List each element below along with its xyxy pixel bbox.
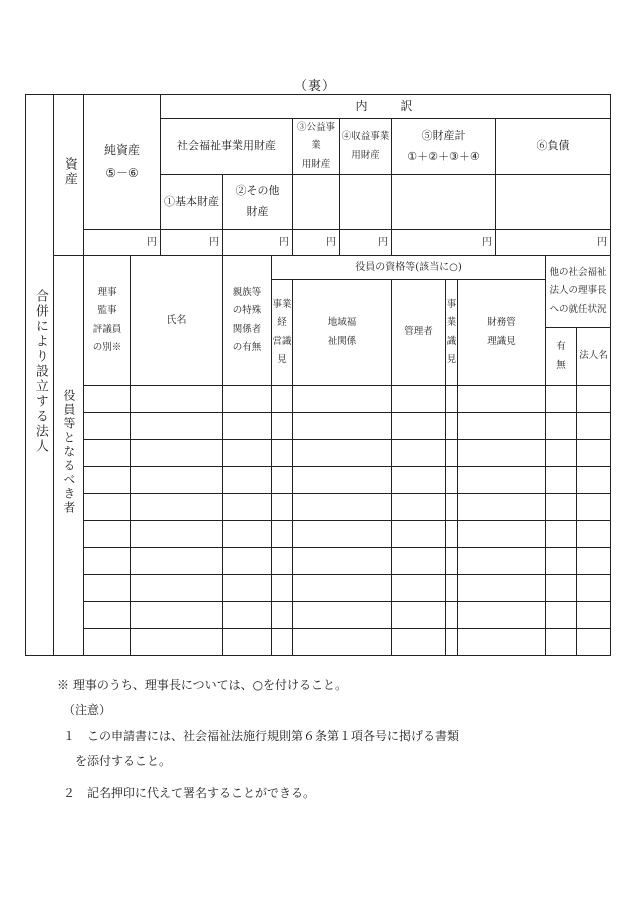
asterisk-note: ※ 理事のうち、理事長については、○を付けること。 (57, 678, 348, 692)
table-row (26, 602, 611, 629)
yen-revenue: 円 (340, 230, 392, 256)
table-row (26, 467, 611, 494)
breakdown-header: 内 訳 (161, 95, 611, 119)
public-interest-value (293, 175, 340, 230)
qualification-community-welfare: 地域福 祉関係 (293, 280, 392, 386)
other-corp-header: 他の社会福祉 法人の理事長 への就任状況 (546, 256, 611, 328)
merged-corp-label-cell (26, 95, 54, 656)
merged-corp-label: 合併により設立する法人 (32, 289, 48, 454)
qualification-header: 役員の資格等(該当に○) (272, 256, 546, 280)
caution-title: （注意） (63, 703, 112, 717)
table-row (26, 521, 611, 548)
table-row (26, 548, 611, 575)
officers-label-cell (54, 256, 84, 656)
yen-net-assets: 円 (84, 230, 161, 256)
note-item-1-line-2: を添付すること。 (75, 754, 172, 768)
social-welfare-property-header: 社会福祉事業用財産 (161, 119, 293, 175)
assets-label-cell (54, 95, 84, 256)
property-total-value (392, 175, 496, 230)
property-total-header: ⑤財産計 ①＋②＋③＋④ (392, 119, 496, 175)
net-assets-title: 純資産 (104, 143, 141, 158)
qualification-management: 事業経 営識見 (272, 280, 293, 386)
yen-basic: 円 (161, 230, 223, 256)
qualification-manager: 管理者 (392, 280, 446, 386)
revenue-property-header: ④収益事業 用財産 (340, 119, 392, 175)
qualification-business: 事業 識見 (446, 280, 458, 386)
table-row (26, 386, 611, 413)
table-row (26, 413, 611, 440)
officers-label: 役員等となるべき者 (61, 389, 76, 515)
yen-public-interest: 円 (293, 230, 340, 256)
table-row (26, 494, 611, 521)
merger-form-table (25, 94, 611, 656)
qualification-financial: 財務管 理識見 (458, 280, 546, 386)
note-item-2: ２ 記名押印に代えて署名することができる。 (63, 786, 316, 800)
role-type-header: 理事 監事 評議員 の別※ (84, 256, 131, 386)
revenue-value (340, 175, 392, 230)
page-label: （裏） (293, 79, 336, 94)
table-row (26, 629, 611, 656)
relation-header: 親族等 の特殊 関係者 の有無 (223, 256, 272, 386)
other-property-header: ②その他 財産 (223, 175, 293, 230)
yen-other: 円 (223, 230, 293, 256)
presence-header: 有 無 (546, 328, 577, 386)
table-row (26, 440, 611, 467)
liabilities-value (496, 175, 611, 230)
note-item-1-line-1: １ この申請書には、社会福祉法施行規則第６条第１項各号に掲げる書類 (63, 729, 460, 743)
corp-name-header: 法人名 (577, 328, 611, 386)
yen-liabilities: 円 (496, 230, 611, 256)
table-row (26, 575, 611, 602)
net-assets-header (84, 95, 161, 230)
assets-label: 資産 (61, 156, 77, 187)
name-header: 氏名 (131, 256, 223, 386)
liabilities-header: ⑥負債 (496, 119, 611, 175)
yen-total: 円 (392, 230, 496, 256)
net-assets-formula: ⑤－⑥ (105, 166, 139, 180)
public-interest-property-header: ③公益事業 用財産 (293, 119, 340, 175)
basic-property-header: ①基本財産 (161, 175, 223, 230)
